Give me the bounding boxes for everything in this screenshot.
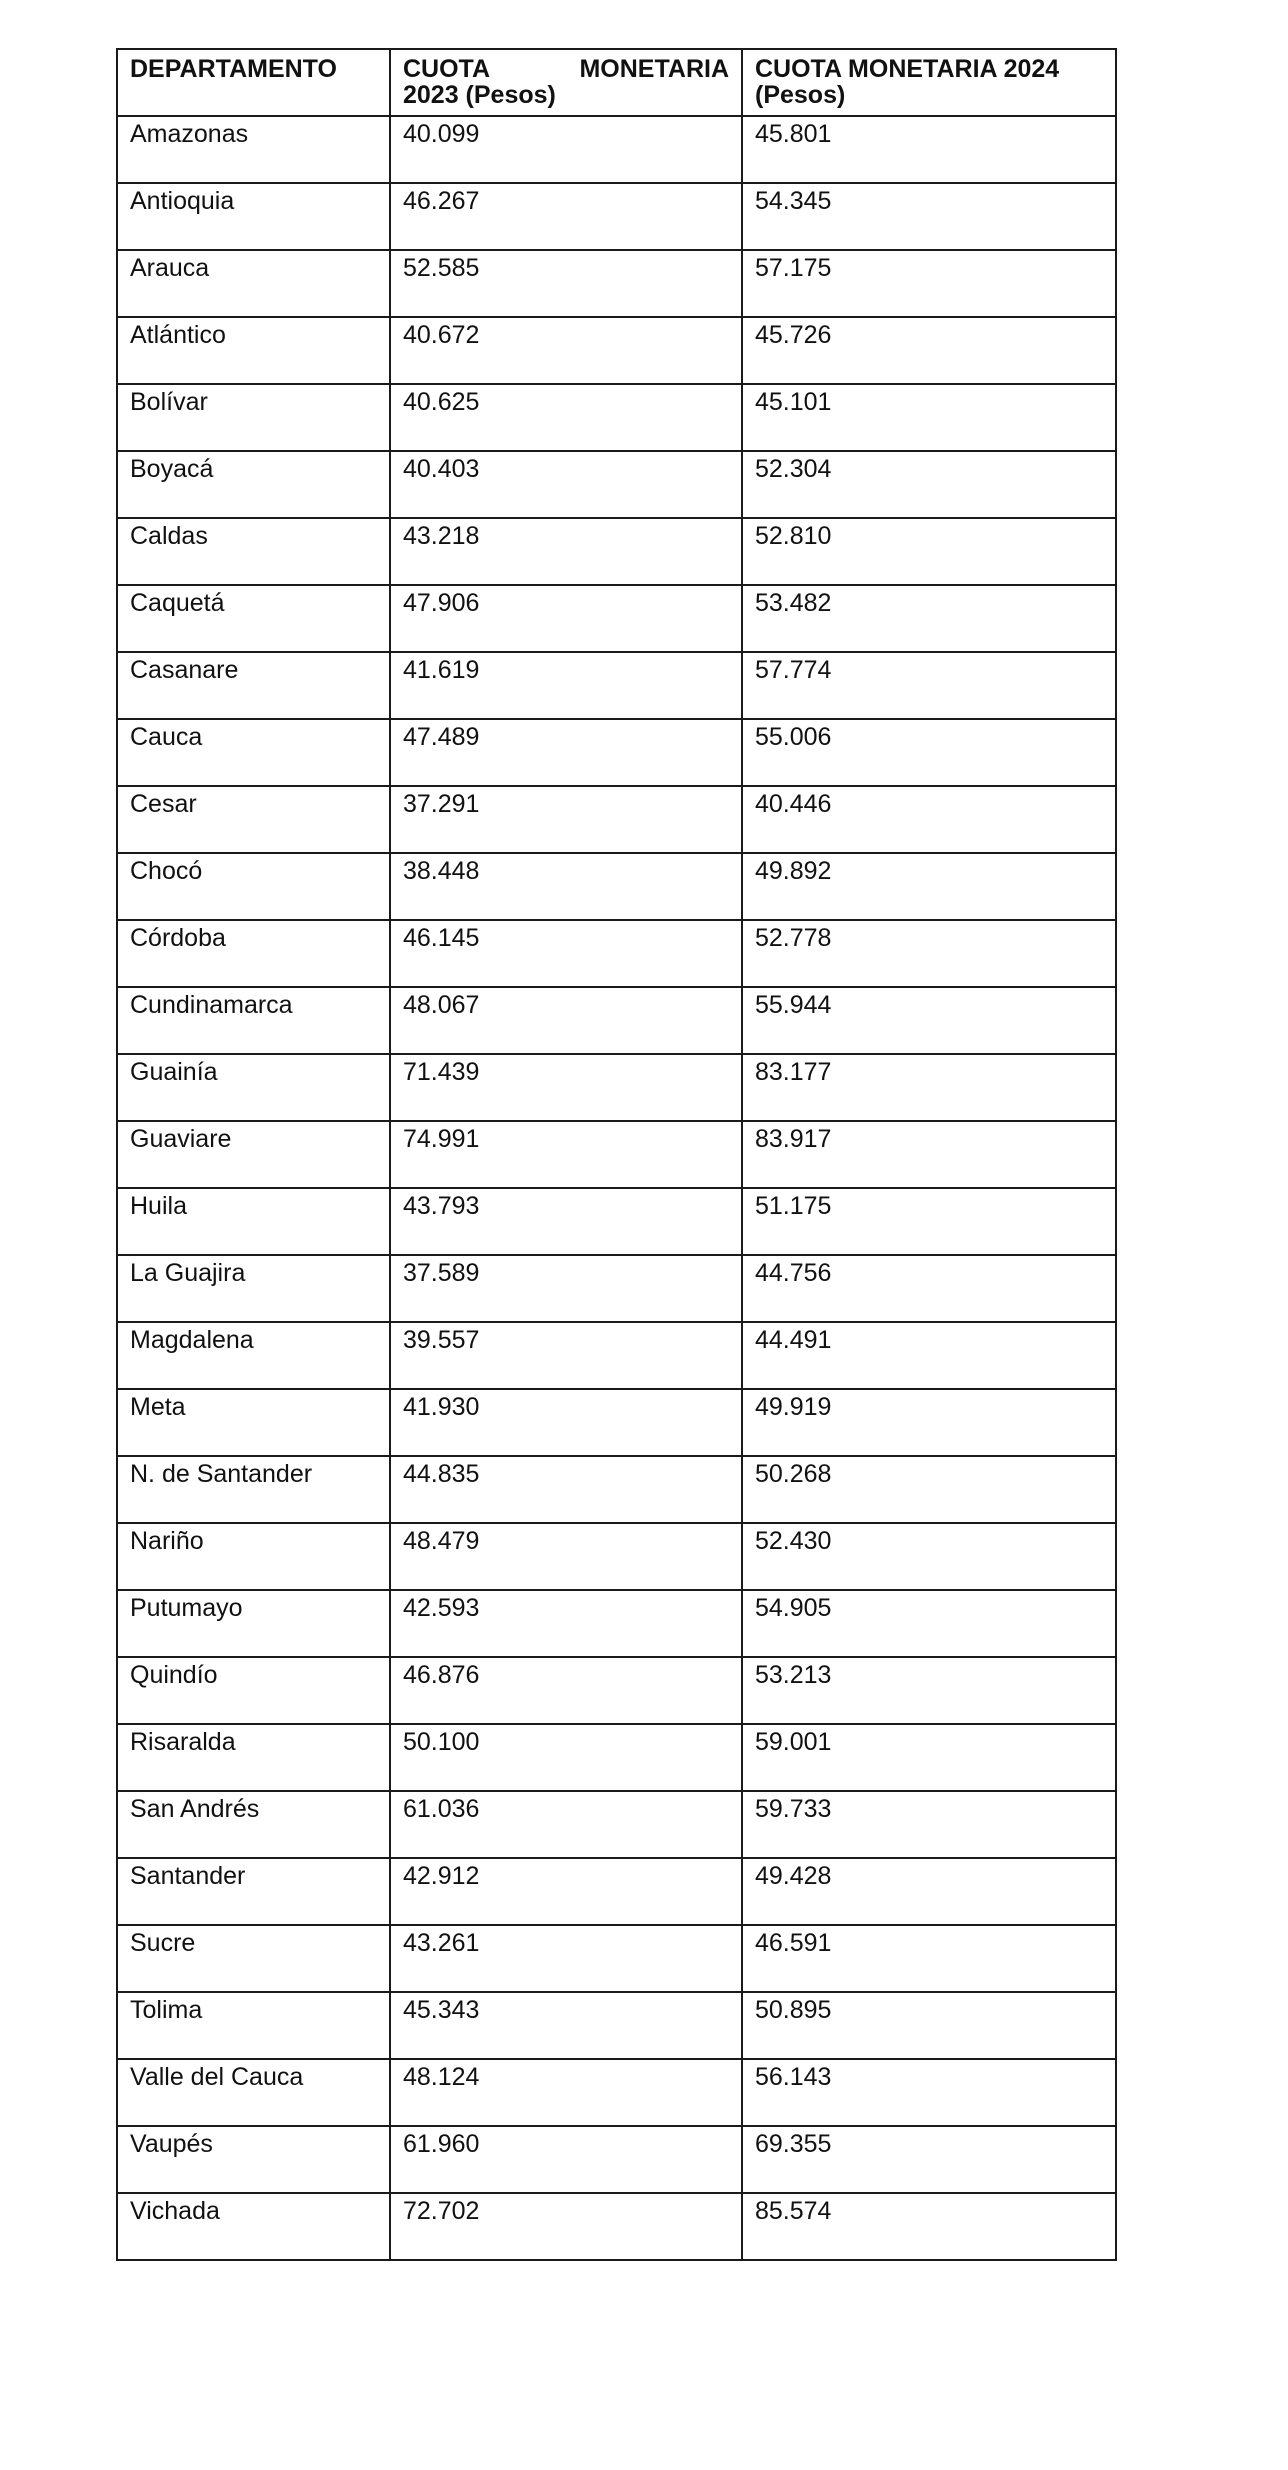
cell-cuota-2023: 40.625 [390, 384, 742, 451]
cell-cuota-2023: 46.267 [390, 183, 742, 250]
table-row [117, 1456, 1116, 1523]
table-row [117, 786, 1116, 853]
cell-cuota-2024: 53.482 [742, 585, 1116, 652]
cell-cuota-2024: 83.917 [742, 1121, 1116, 1188]
cell-cuota-2024: 45.726 [742, 317, 1116, 384]
header-cuota-2023 [390, 49, 742, 116]
table-row [117, 2193, 1116, 2260]
cell-cuota-2024: 49.428 [742, 1858, 1116, 1925]
cell-departamento: Huila [117, 1188, 390, 1255]
table-row [117, 1992, 1116, 2059]
header-cuota-2023-line2: 2023 (Pesos) [403, 81, 556, 109]
header-departamento-label: DEPARTAMENTO [130, 55, 337, 83]
table-row [117, 384, 1116, 451]
cell-cuota-2024: 54.905 [742, 1590, 1116, 1657]
table-row [117, 451, 1116, 518]
cell-departamento: Risaralda [117, 1724, 390, 1791]
cell-cuota-2023: 48.124 [390, 2059, 742, 2126]
table-row [117, 1121, 1116, 1188]
cell-departamento: Cesar [117, 786, 390, 853]
cell-cuota-2024: 59.001 [742, 1724, 1116, 1791]
table-row [117, 1590, 1116, 1657]
cell-cuota-2024: 55.944 [742, 987, 1116, 1054]
table-row [117, 1523, 1116, 1590]
cell-departamento: Vaupés [117, 2126, 390, 2193]
table-row [117, 1255, 1116, 1322]
header-cuota-2024 [742, 49, 1116, 116]
table-row [117, 987, 1116, 1054]
cell-cuota-2023: 61.960 [390, 2126, 742, 2193]
cell-departamento: Amazonas [117, 116, 390, 183]
table-row [117, 585, 1116, 652]
cell-cuota-2023: 72.702 [390, 2193, 742, 2260]
cell-departamento: San Andrés [117, 1791, 390, 1858]
table-row [117, 1657, 1116, 1724]
cell-departamento: La Guajira [117, 1255, 390, 1322]
cell-cuota-2023: 46.876 [390, 1657, 742, 1724]
cell-departamento: Santander [117, 1858, 390, 1925]
cell-departamento: Vichada [117, 2193, 390, 2260]
cell-departamento: Tolima [117, 1992, 390, 2059]
cell-cuota-2024: 50.895 [742, 1992, 1116, 2059]
table-row [117, 1322, 1116, 1389]
cell-cuota-2024: 56.143 [742, 2059, 1116, 2126]
header-cuota-2023-line1 [403, 56, 729, 82]
cell-departamento: Sucre [117, 1925, 390, 1992]
cell-cuota-2024: 52.304 [742, 451, 1116, 518]
cell-cuota-2024: 54.345 [742, 183, 1116, 250]
cell-cuota-2024: 57.774 [742, 652, 1116, 719]
cell-departamento: Boyacá [117, 451, 390, 518]
cell-cuota-2023: 47.906 [390, 585, 742, 652]
cell-cuota-2024: 45.801 [742, 116, 1116, 183]
cell-cuota-2023: 41.930 [390, 1389, 742, 1456]
table-row [117, 1724, 1116, 1791]
cell-departamento: Cauca [117, 719, 390, 786]
cell-departamento: Caquetá [117, 585, 390, 652]
cell-cuota-2023: 48.067 [390, 987, 742, 1054]
table-row [117, 1791, 1116, 1858]
cell-cuota-2023: 71.439 [390, 1054, 742, 1121]
cell-cuota-2023: 43.261 [390, 1925, 742, 1992]
cell-cuota-2023: 45.343 [390, 1992, 742, 2059]
cell-cuota-2023: 42.912 [390, 1858, 742, 1925]
table-row [117, 1188, 1116, 1255]
cell-departamento: Caldas [117, 518, 390, 585]
table-row [117, 1054, 1116, 1121]
header-cuota-2023-word1: CUOTA [403, 55, 491, 83]
table-row [117, 1858, 1116, 1925]
cell-departamento: Guaviare [117, 1121, 390, 1188]
header-cuota-2024-line1: CUOTA MONETARIA 2024 [755, 55, 1060, 83]
cell-cuota-2023: 50.100 [390, 1724, 742, 1791]
cell-cuota-2024: 52.430 [742, 1523, 1116, 1590]
cell-cuota-2024: 83.177 [742, 1054, 1116, 1121]
cell-cuota-2023: 52.585 [390, 250, 742, 317]
cell-departamento: Antioquia [117, 183, 390, 250]
cell-cuota-2023: 41.619 [390, 652, 742, 719]
cell-cuota-2024: 46.591 [742, 1925, 1116, 1992]
cell-cuota-2023: 43.793 [390, 1188, 742, 1255]
cell-cuota-2024: 45.101 [742, 384, 1116, 451]
cell-cuota-2023: 37.589 [390, 1255, 742, 1322]
cell-departamento: Valle del Cauca [117, 2059, 390, 2126]
cell-cuota-2023: 74.991 [390, 1121, 742, 1188]
table-header [117, 49, 1116, 116]
table-row [117, 719, 1116, 786]
cell-departamento: Chocó [117, 853, 390, 920]
table-row [117, 1925, 1116, 1992]
cell-cuota-2024: 51.175 [742, 1188, 1116, 1255]
cell-cuota-2023: 38.448 [390, 853, 742, 920]
cell-departamento: Meta [117, 1389, 390, 1456]
cell-departamento: Atlántico [117, 317, 390, 384]
cell-cuota-2023: 48.479 [390, 1523, 742, 1590]
cell-cuota-2023: 44.835 [390, 1456, 742, 1523]
cell-cuota-2023: 37.291 [390, 786, 742, 853]
cell-cuota-2024: 55.006 [742, 719, 1116, 786]
cell-departamento: Quindío [117, 1657, 390, 1724]
cell-cuota-2024: 57.175 [742, 250, 1116, 317]
table-row [117, 116, 1116, 183]
cell-cuota-2024: 49.892 [742, 853, 1116, 920]
cell-cuota-2024: 52.810 [742, 518, 1116, 585]
cell-departamento: Magdalena [117, 1322, 390, 1389]
cell-cuota-2024: 40.446 [742, 786, 1116, 853]
table-row [117, 518, 1116, 585]
cell-cuota-2024: 69.355 [742, 2126, 1116, 2193]
cell-cuota-2024: 59.733 [742, 1791, 1116, 1858]
cell-cuota-2024: 44.756 [742, 1255, 1116, 1322]
cell-cuota-2023: 40.099 [390, 116, 742, 183]
cell-cuota-2024: 52.778 [742, 920, 1116, 987]
cell-cuota-2024: 50.268 [742, 1456, 1116, 1523]
cell-departamento: Bolívar [117, 384, 390, 451]
cell-cuota-2023: 40.403 [390, 451, 742, 518]
cell-cuota-2023: 43.218 [390, 518, 742, 585]
table-body [117, 116, 1116, 2260]
cell-cuota-2023: 46.145 [390, 920, 742, 987]
table-row [117, 2126, 1116, 2193]
cell-cuota-2023: 39.557 [390, 1322, 742, 1389]
cell-cuota-2023: 47.489 [390, 719, 742, 786]
table-row [117, 853, 1116, 920]
table-row [117, 1389, 1116, 1456]
cell-cuota-2024: 44.491 [742, 1322, 1116, 1389]
cell-cuota-2023: 61.036 [390, 1791, 742, 1858]
cell-cuota-2023: 40.672 [390, 317, 742, 384]
table-row [117, 920, 1116, 987]
cell-departamento: Córdoba [117, 920, 390, 987]
cell-cuota-2024: 49.919 [742, 1389, 1116, 1456]
cell-departamento: Cundinamarca [117, 987, 390, 1054]
cell-departamento: Nariño [117, 1523, 390, 1590]
cell-departamento: Casanare [117, 652, 390, 719]
header-cuota-2024-line2: (Pesos) [755, 81, 846, 109]
cell-departamento: Guainía [117, 1054, 390, 1121]
cell-departamento: Arauca [117, 250, 390, 317]
header-cuota-2023-word2: MONETARIA [579, 55, 729, 83]
cell-cuota-2024: 53.213 [742, 1657, 1116, 1724]
cell-cuota-2023: 42.593 [390, 1590, 742, 1657]
table-row [117, 183, 1116, 250]
cell-departamento: Putumayo [117, 1590, 390, 1657]
table-row [117, 2059, 1116, 2126]
table-row [117, 250, 1116, 317]
cell-cuota-2024: 85.574 [742, 2193, 1116, 2260]
header-departamento [117, 49, 390, 116]
cuota-monetaria-table [116, 48, 1117, 2261]
header-row [117, 49, 1116, 116]
cell-departamento: N. de Santander [117, 1456, 390, 1523]
table-row [117, 317, 1116, 384]
table-row [117, 652, 1116, 719]
